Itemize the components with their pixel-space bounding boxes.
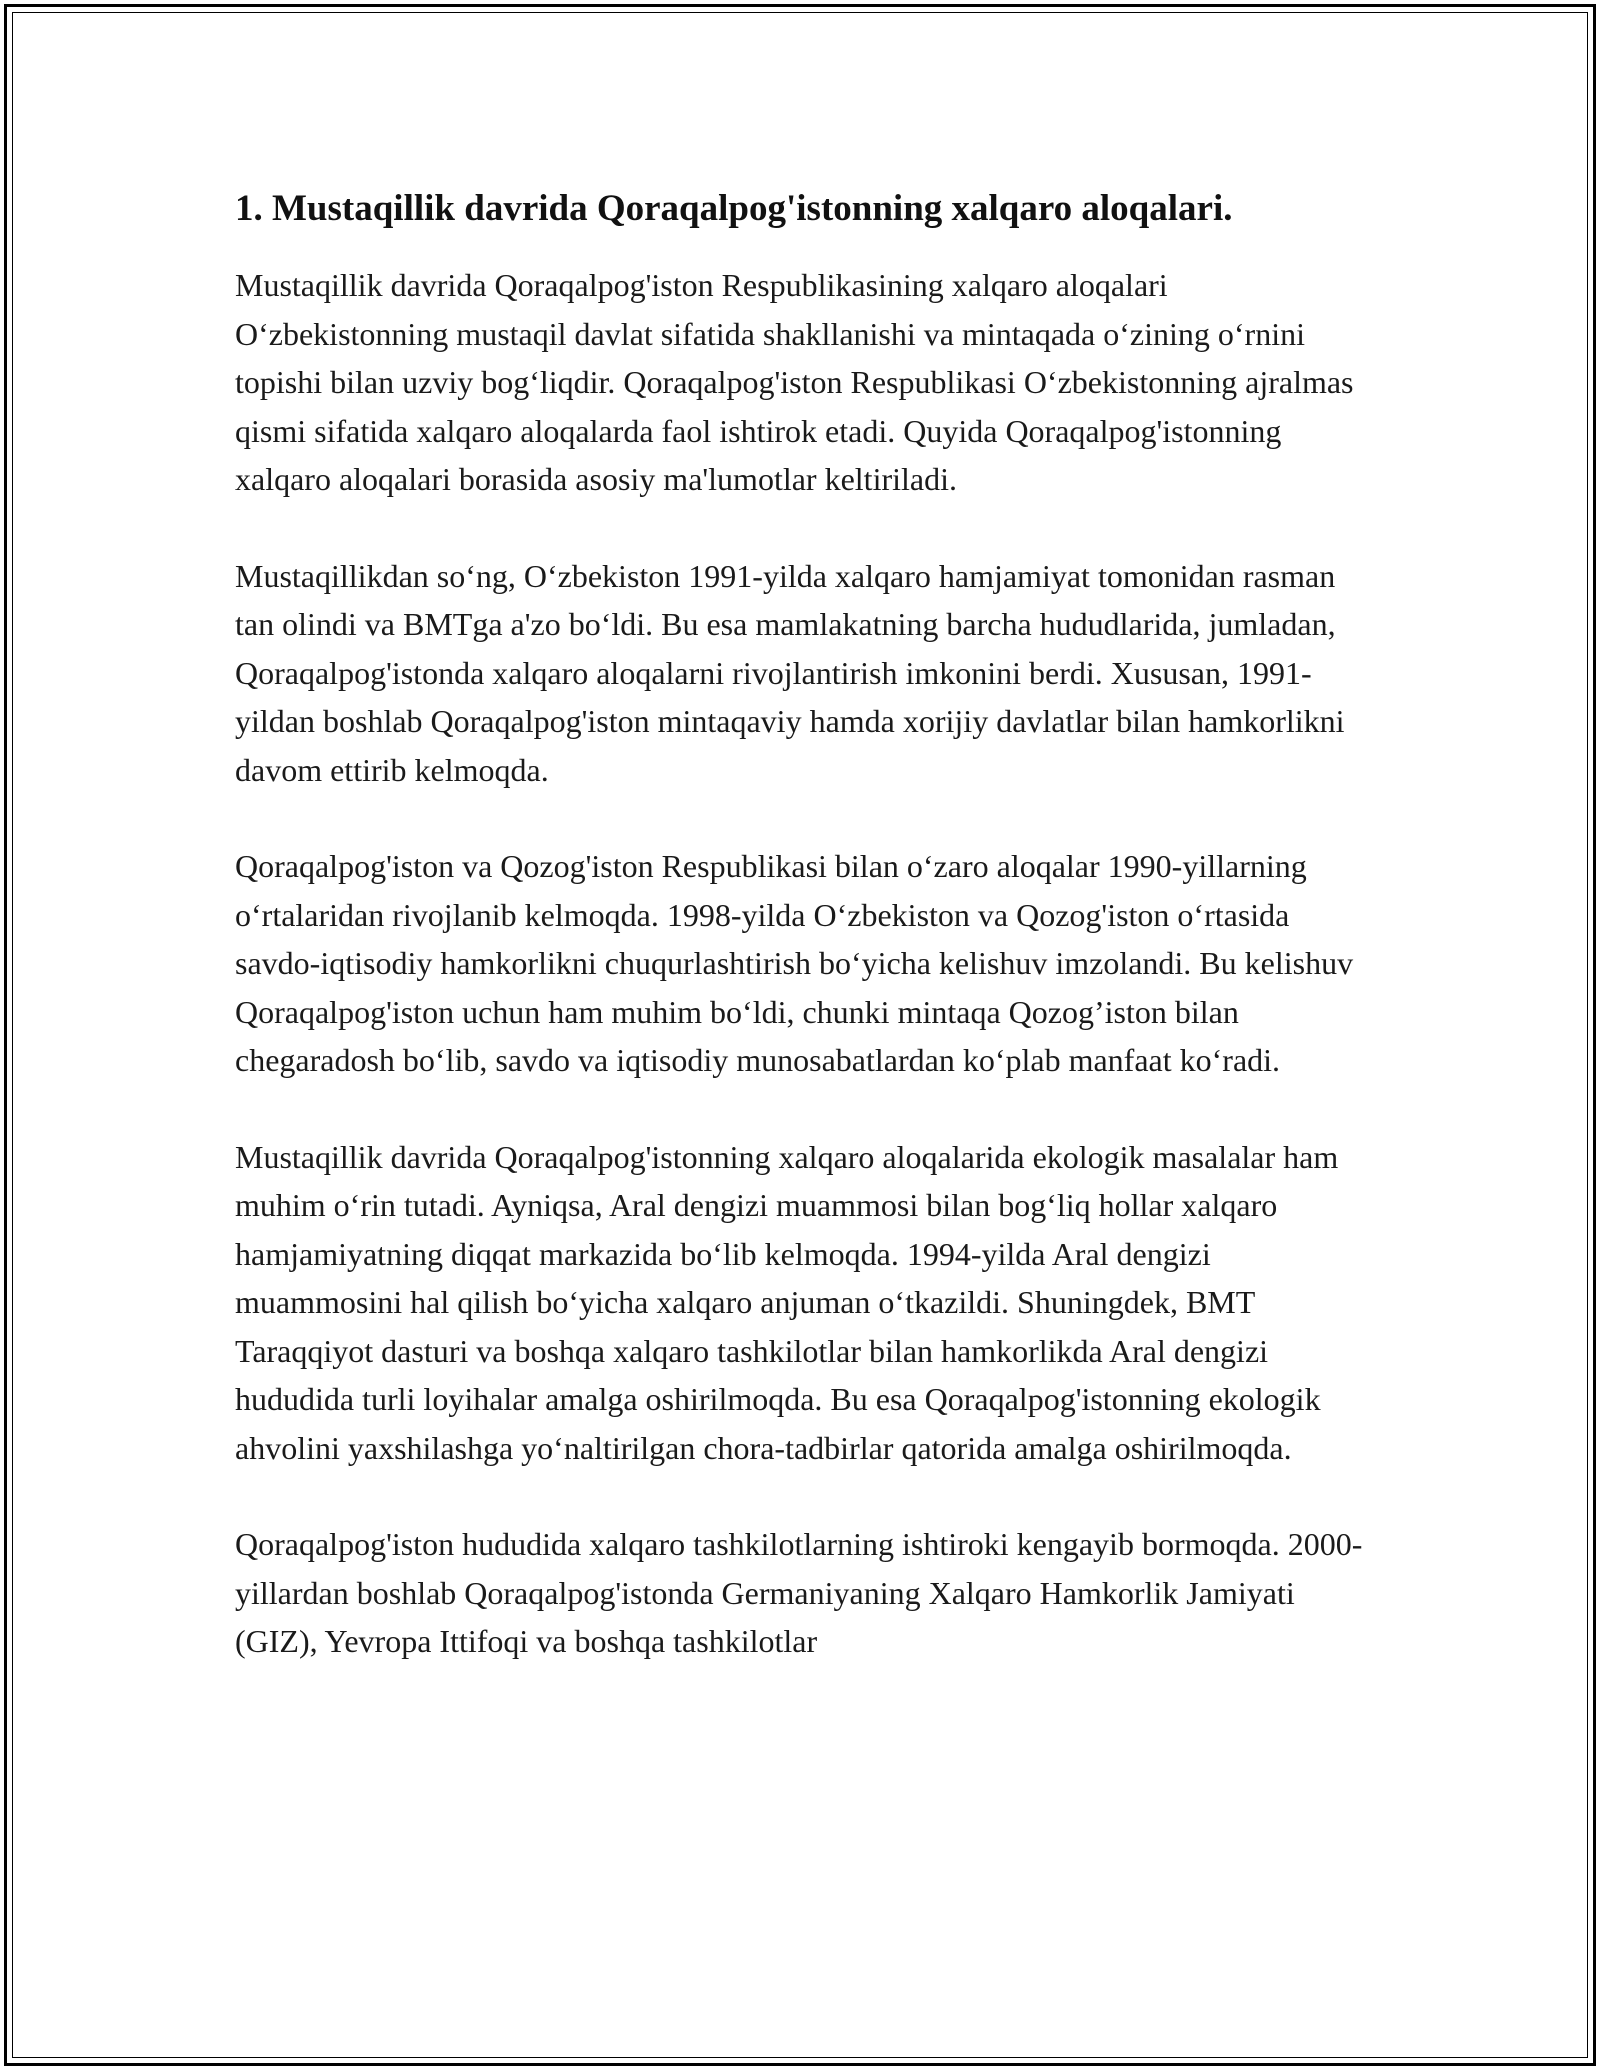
paragraph-ecology-aral: Mustaqillik davrida Qoraqalpog'istonning xalqaro aloqalarida ekologik masalalar ham muhim o‘rin tutadi. Ayniqsa, Aral dengizi muammosi bilan bog‘liq hollar xalqaro hamjamiyatning diqqat markazida bo‘lib kelmoqda. 1994-yilda Aral dengizi muammosini hal qilish bo‘yicha xalqaro anjuman o‘tkazildi. Shuningdek, BMT Taraqqiyot dasturi va boshqa xalqaro tashkilotlar bilan hamkorlikda Aral dengizi hududida turli loyihalar amalga oshirilmoqda. Bu esa Qoraqalpog'istonning ekologik ahvolini yaxshilashga yo‘naltirilgan chora-tadbirlar qatorida amalga oshirilmoqda. [235,1138,1339,1466]
paragraph-independence: Mustaqillikdan so‘ng, O‘zbekiston 1991-yilda xalqaro hamjamiyat tomonidan rasman tan olindi va BMTga a'zo bo‘ldi. Bu esa mamlakatning barcha hududlarida, jumladan, Qoraqalpog'istonda xalqaro aloqalarni rivojlantirish imkonini berdi. Xususan, 1991-yildan boshlab Qoraqalpog'iston mintaqaviy hamda xorijiy davlatlar bilan hamkorlikni davom ettirib kelmoqda. [235,557,1345,788]
paragraph-kazakhstan-relations: Qoraqalpog'iston va Qozog'iston Respublikasi bilan o‘zaro aloqalar 1990-yillarning o‘rtalaridan rivojlanib kelmoqda. 1998-yilda O‘zbekiston va Qozog'iston o‘rtasida savdo-iqtisodiy hamkorlikni chuqurlashtirish bo‘yicha kelishuv imzolandi. Bu kelishuv Qoraqalpog'iston uchun ham muhim bo‘ldi, chunki mintaqa Qozog’iston bilan chegaradosh bo‘lib, savdo va iqtisodiy munosabatlardan ko‘plab manfaat ko‘radi. [235,848,1354,1078]
paragraph-international-organizations: Qoraqalpog'iston hududida xalqaro tashkilotlarning ishtiroki kengayib bormoqda. 2000-yillardan boshlab Qoraqalpog'istonda Germaniyaning Xalqaro Hamkorlik Jamiyati (GIZ), Yevropa Ittifoqi va boshqa tashkilotlar [235,1526,1363,1659]
document-body [235,185,1375,1714]
paragraph-intro: Mustaqillik davrida Qoraqalpog'iston Respublikasining xalqaro aloqalari O‘zbekistonning mustaqil davlat sifatida shakllanishi va mintaqada o‘zining o‘rnini topishi bilan uzviy bog‘liqdir. Qoraqalpog'iston Respublikasi O‘zbekistonning ajralmas qismi sifatida xalqaro aloqalarda faol ishtirok etadi. Quyida Qoraqalpog'istonning xalqaro aloqalari borasida asosiy ma'lumotlar keltiriladi. [235,267,1354,497]
document-title: 1. Mustaqillik davrida Qoraqalpog'istonning xalqaro aloqalari. [235,188,1233,229]
